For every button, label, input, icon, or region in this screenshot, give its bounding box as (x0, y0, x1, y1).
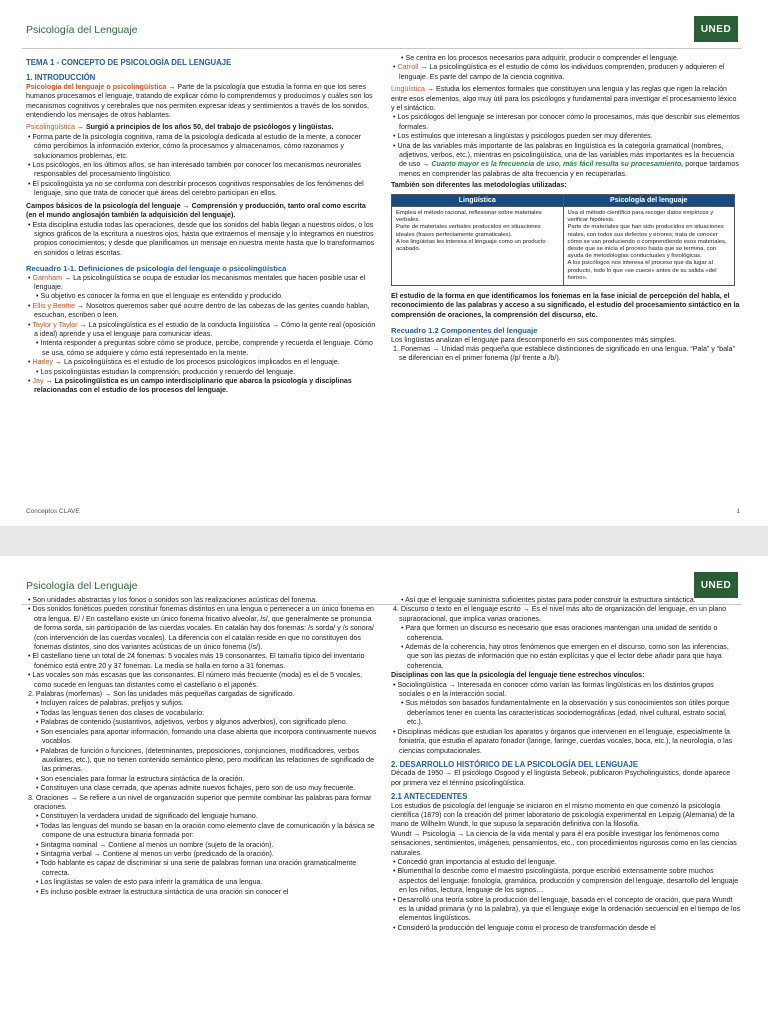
list-item: • Los psicólogos, en los últimos años, se han interesado también por conocer los mecanismos neuronales responsables del procesamiento lingüístico. (28, 161, 361, 179)
table-header: Psicología del lenguaje (563, 194, 735, 206)
list-item: • Los psicólogos del lenguaje se interesan por conocer cómo lo procesamos, más que describir sus elementos formales. (393, 113, 740, 131)
text-line: • Disciplinas médicas que estudian los aparatos y órganos que intervienen en el lenguaje, especialmente la foniatría, que estudia el aparato fonador (laringe, faringe, cuerdas vocales, boca, etc.), la neurología, o las ciencias computacionales. (393, 727, 733, 755)
text-line: • Palabras de función o funciones, (determinantes, preposiciones, conjunciones, modificadores, verbos auxiliares, etc.), que no tienen contenido semántico pleno, pero modifican las relaciones de significado de las primeras. (36, 746, 375, 774)
text-line: • Constituyen la verdadera unidad de significado del lenguaje humano. (36, 812, 258, 821)
text-line: • Sintagma nominal → Contiene al menos un nombre (sujeto de la oración). (36, 840, 274, 849)
text-line: • Son esenciales para aportar información, formando una clase abierta que incorpora continuamente nuevos vocablos. (36, 727, 377, 746)
page-header: Psicología del Lenguaje (26, 24, 138, 36)
definition-sub: • Los psicolingüistas estudian la comprensión, producción y recuerdo del lenguaje. (36, 367, 296, 376)
right-column (391, 596, 741, 933)
list-item: • El psicolingüista ya no se conforma con describir procesos cognitivos responsables de los fenómenos del lenguaje, sino que trata de conocer qué áreas del cerebro participan en ellos. (28, 179, 364, 198)
text-line: Wundt → Psicología → La ciencia de la vida mental y para él era posible investigar los fenómenos como sensaciones, sentimientos, imágenes, pensamientos, etc., con procedimientos rigurosos como en las ciencias naturales. (391, 829, 737, 857)
text-line: • Dos sonidos fonéticos pueden constituir fonemas distintos en una lengua o pertenecer a un único fonema en otra lengua. E/ / En castellano existe un único fonema fricativo alveolar, /s/, que generalmente se pronuncia de forma sorda, sin participación de las cuerdas vocales. En catalán hay dos fonemas: /s sorda/ y /s sonora/ (con intervención de las cuerdas vocales). La diferencia con el catalán reside en que no constituyen dos fonemas distintos, sino dos variantes acústicas de un único fonema (/s/). (28, 605, 374, 652)
uned-logo: UNED (694, 572, 738, 598)
text-line: • Las vocales son más escasas que las consonantes. El número más frecuente (moda) es el de 5 vocales, como sucede en lenguas tan distantes como el castellano o el japonés. (28, 671, 363, 689)
header-rule (22, 48, 742, 49)
definition-item: • Ellis y Beattie → Nosotros queremos saber qué ocurre dentro de las cabezas de las gentes cuando hablan, escuchan, escriben o leen. (28, 301, 370, 320)
text-line: • Incluyen raíces de palabras, prefijos y sufijos. (36, 699, 184, 708)
metodologias-line: También son diferentes las metodologías utilizadas: (391, 181, 567, 190)
text-line: • Palabras de contenido (sustantivos, adjetivos, verbos y algunos adverbios), con significado pleno. (36, 718, 348, 727)
table-header: Lingüística (392, 194, 564, 206)
text-line: 4. Discurso o texto en el lenguaje escrito → Es el nivel más alto de organización del lenguaje, en un plano supraoracional, que implica varias oraciones. (393, 605, 727, 623)
text-line: 2. DESARROLLO HISTÓRICO DE LA PSICOLOGÍA DEL LENGUAJE (391, 759, 639, 769)
text-line: Los estudios de psicología del lenguaje se iniciaron en el mismo momento en que comenzó la psicología científica (1879) con la creación del primer laboratorio de psicología experimental en Leipzig (Alemania) de la mano de Wilhelm Wundt, lo que supuso la separación definitiva con la filosofía. (391, 801, 735, 829)
text-line: • Todas las lenguas tienen dos clases de vocabulario: (36, 708, 204, 717)
definition-item: • Carroll → La psicolingüística es el estudio de cómo los individuos comprenden, producen y adquieren el lenguaje. Es parte del campo de la ciencia cognitiva. (393, 63, 725, 81)
text-line: • Todo hablante es capaz de discriminar si una serie de palabras forman una oración gramaticalmente correcta. (36, 859, 357, 877)
text-line: 2.1 ANTECEDENTES (391, 792, 468, 802)
list-item: 1. Fonemas → Unidad más pequeña que establece distinciones de significado en una lengua. “Pala” y “bala” se diferencian en el primer fonema (/p/ frente a /b/). (393, 344, 735, 363)
right-column (391, 54, 741, 364)
text-line: • Son unidades abstractas y los fonos o sonidos son las realizaciones acústicas del fonema. (28, 596, 318, 604)
text-line: Disciplinas con las que la psicología del lenguaje tiene estrechos vínculos: (391, 671, 645, 680)
definition-sub: • Intenta responder a preguntas sobre cómo se produce, percibe, comprende y recuerda el lenguaje. Cómo se usa, cómo se adquiere y cómo está representado en la mente. (36, 339, 373, 357)
text-line: • Sintagma verbal → Contiene al menos un verbo (predicado de la oración). (36, 849, 274, 858)
left-column (26, 596, 378, 897)
text-line: • Todas las lenguas del mundo se basan en la oración como elemento clave de comunicación y la básica se compone de una estructura binaria formada por: (36, 821, 375, 840)
text-line: • Para que formen un discurso es necesario que esas oraciones mantengan una unidad de sentido o coherencia. (401, 624, 718, 642)
definition-sub: • Su objetivo es conocer la forma en que el lenguaje es entendido y producido. (36, 292, 284, 301)
page-footer: Conceptos CLAVE (26, 508, 80, 515)
psico-paragraph: Psicolingüística → Surgió a principios de los años 50, del trabajo de psicólogos y lingüistas. (26, 123, 334, 132)
campos-paragraph: Campos básicos de la psicología del lenguaje → Comprensión y producción, tanto oral como escrita (en el mundo anglosajón también la adquisición del lenguaje). (26, 201, 366, 220)
left-column (26, 54, 378, 396)
uned-logo: UNED (694, 16, 738, 42)
text-line: • Consideró la producción del lenguaje como el proceso de transformación desde el (393, 923, 656, 932)
text-line: • Son esenciales para formar la estructura sintáctica de la oración. (36, 774, 245, 783)
text-line: • Así que el lenguaje suministra suficientes pistas para poder construir la estructura sintáctica. (401, 596, 696, 604)
comparison-table (391, 194, 735, 286)
text-line: • Concedió gran importancia al estudio del lenguaje. (393, 857, 557, 866)
text-line: 3. Oraciones → Se refiere a un nivel de organización superior que permite combinar las palabras para formar oraciones. (28, 793, 372, 811)
text-line: • Los lingüistas se valen de esto para inferir la gramática de una lengua. (36, 878, 263, 887)
linguistica-paragraph: Lingüística → Estudia los elementos formales que constituyen una lengua y las reglas que rigen la relación entre esos elementos, algo muy útil para los psicólogos y fundamental para investigar el procesamiento léxico y el sintáctico. (391, 85, 737, 113)
text-line: • Además de la coherencia, hay otros fenómenos que emergen en el discurso, como son las inferencias, que son las piezas de información que no están explícitas y que el lector debe añadir para que haya coherencia. (401, 643, 729, 670)
list-item: • Forma parte de la psicología cognitiva, rama de la psicología dedicada al estudio de la mente, a conocer cómo percibimos la información exterior, cómo la procesamos y almacenamos, cómo razonamos y solucionamos problemas, etc. (28, 132, 361, 160)
list-item: • Se centra en los procesos necesarios para adquirir, producir o comprender el lenguaje. (401, 54, 679, 62)
list-item: • Una de las variables más importante de las palabras en lingüística es la categoría gramatical (nombres, adjetivos, verbos, etc.), mientras en psicolingüística, una de las variables más importantes es la frecuencia de uso → Cuanto mayor es la frecuencia de uso, más fácil resulta su procesamiento, porque tardamos menos en comprender las palabras de alta frecuencia y en recuperarlas. (393, 141, 739, 178)
recuadro-2-text: Los lingüistas analizan el lenguaje para descomponerlo en sus componentes más simples. (391, 335, 677, 344)
forma-paragraph: El estudio de la forma en que identificamos los fonemas en la fase inicial de percepción del habla, el reconocimiento de las palabras y acceso a su significado, el estudio del procesamiento sintáctico en la comprensión de oraciones, la comprensión del discurso, etc. (391, 291, 740, 319)
text-line: • Desarrolló una teoría sobre la producción del lenguaje, basada en el concepto de oración, que para Wundt es la unidad primaria (y no la palabra), ya que el lenguaje exige la ordenación secuencial en el tiempo de los elementos lingüísticos. (393, 895, 741, 923)
list-item: • Los estímulos que interesan a lingüistas y psicólogos pueden ser muy diferentes. (393, 132, 653, 141)
text-line: • Blumenthal lo describe como el maestro psicolingüista, porque escribió extensamente sobre muchos aspectos del lenguaje: fonología, gramática, producción y comprensión del lenguaje, desarrollo del lenguaje en los niños, lectura, lenguaje de los signos… (393, 867, 739, 895)
intro-heading: 1. INTRODUCCIÓN (26, 73, 96, 83)
text-line: • Constituyen una clase cerrada, que apenas admite nuevos fichajes, pero son de uso muy frecuente. (36, 784, 356, 793)
intro-paragraph: Psicología del lenguaje o psicolingüística → Parte de la psicología que estudia la forma en que los seres humanos procesamos el lenguaje, tratando de explicar cómo lo comprendemos y producimos y cuáles son los mecanismos cognitivos y cerebrales que nos permiten expresar ideas y sentimientos a través de los sonidos, entendiendo los mensajes de otros hablantes. (26, 82, 373, 120)
text-line: • Sus métodos son basados fundamentalmente en la observación y sus conocimientos son útiles porque deberíamos tener en cuenta las características sociodemográficas (edad, nivel cultural, estrato social, etc.). (401, 699, 730, 727)
page-2 (0, 556, 768, 1024)
tema-title: TEMA 1 - CONCEPTO DE PSICOLOGÍA DEL LENGUAJE (26, 58, 232, 67)
text-line: • El castellano tiene un total de 24 fonemas: 5 vocales más 19 consonantes. El tamaño típico del inventario fonémico está entre 20 y 37 fonemas. La media se halla en torno a 31 fonemas. (28, 652, 365, 670)
definition-item: • Taylor y Taylor → La psicolingüística es el estudio de la conducta lingüística → Cómo la gente real (oposición a ideal) aprende y usa el lenguaje para comunicar ideas. (28, 320, 376, 338)
definition-item: • Garnham → La psicolingüística se ocupa de estudiar los mecanismos mentales que hacen posible usar el lenguaje. (28, 273, 366, 291)
text-line: • Sociolingüística → Interesada en conocer cómo varían las formas lingüísticas en los distintos grupos sociales o en la interacción social. (393, 680, 714, 699)
recuadro-2-heading: Recuadro 1.2 Componentes del lenguaje (391, 326, 538, 336)
list-item: • Esta disciplina estudia todas las operaciones, desde que los sonidos del habla llegan a nuestros oídos, o los signos gráficos de la escritura a nuestros ojos, hasta que extraemos el mensaje y lo integramos en nuestros propios conocimientos; y desde que planificamos un mensaje en nuestra mente hasta que lo transformamos en sonidos o letras escritas. (28, 220, 375, 257)
page-header: Psicología del Lenguaje (26, 580, 138, 592)
recuadro-1-heading: Recuadro 1-1. Definiciones de psicología del lenguaje o psicolingüística (26, 264, 287, 274)
table-cell-psicologia: Usa el método científico para recoger datos empíricos y verificar hipótesis. Parte de materiales que han sido producidos en situaciones reales, con todos sus defectos y errores; trata de conocer cómo se van produciendo o comprendiendo esos materiales, desde que se inicia el proceso hasta que se termina, con ayuda de metodologías conductuales y fisiológicas. A los psicólogos nos interesa el proceso que da lugar al producto, todo lo que «se cuece» antes de su salida «del horno». (563, 206, 735, 285)
table-cell-linguistica: Emplea el método racional, reflexionar sobre materiales verbales. Parte de materiales verbales producidos en situaciones ideales (frases perfectamente gramaticales). A los lingüistas les interesa el lenguaje como un producto acabado. (392, 206, 564, 285)
text-line: • Es incluso posible extraer la estructura sintáctica de una oración sin conocer el (36, 887, 289, 896)
definition-item: • Harley → La psicolingüística es el estudio de los procesos psicológicos implicados en el lenguaje. (28, 358, 340, 367)
text-line: Década de 1950 → El psicólogo Osgood y el lingüista Sebeok, publicaron Psycholinguistics, donde aparece por primera vez el término psicolingüística. (391, 769, 731, 787)
definition-item: • Jay → La psicolingüística es un campo interdisciplinario que abarca la psicología y disciplinas relacionadas con el estudio de los procesos del lenguaje. (28, 377, 352, 395)
text-line: 2. Palabras (morfemas) → Son las unidades más pequeñas cargadas de significado. (28, 690, 295, 699)
page-number: 1 (736, 508, 740, 515)
